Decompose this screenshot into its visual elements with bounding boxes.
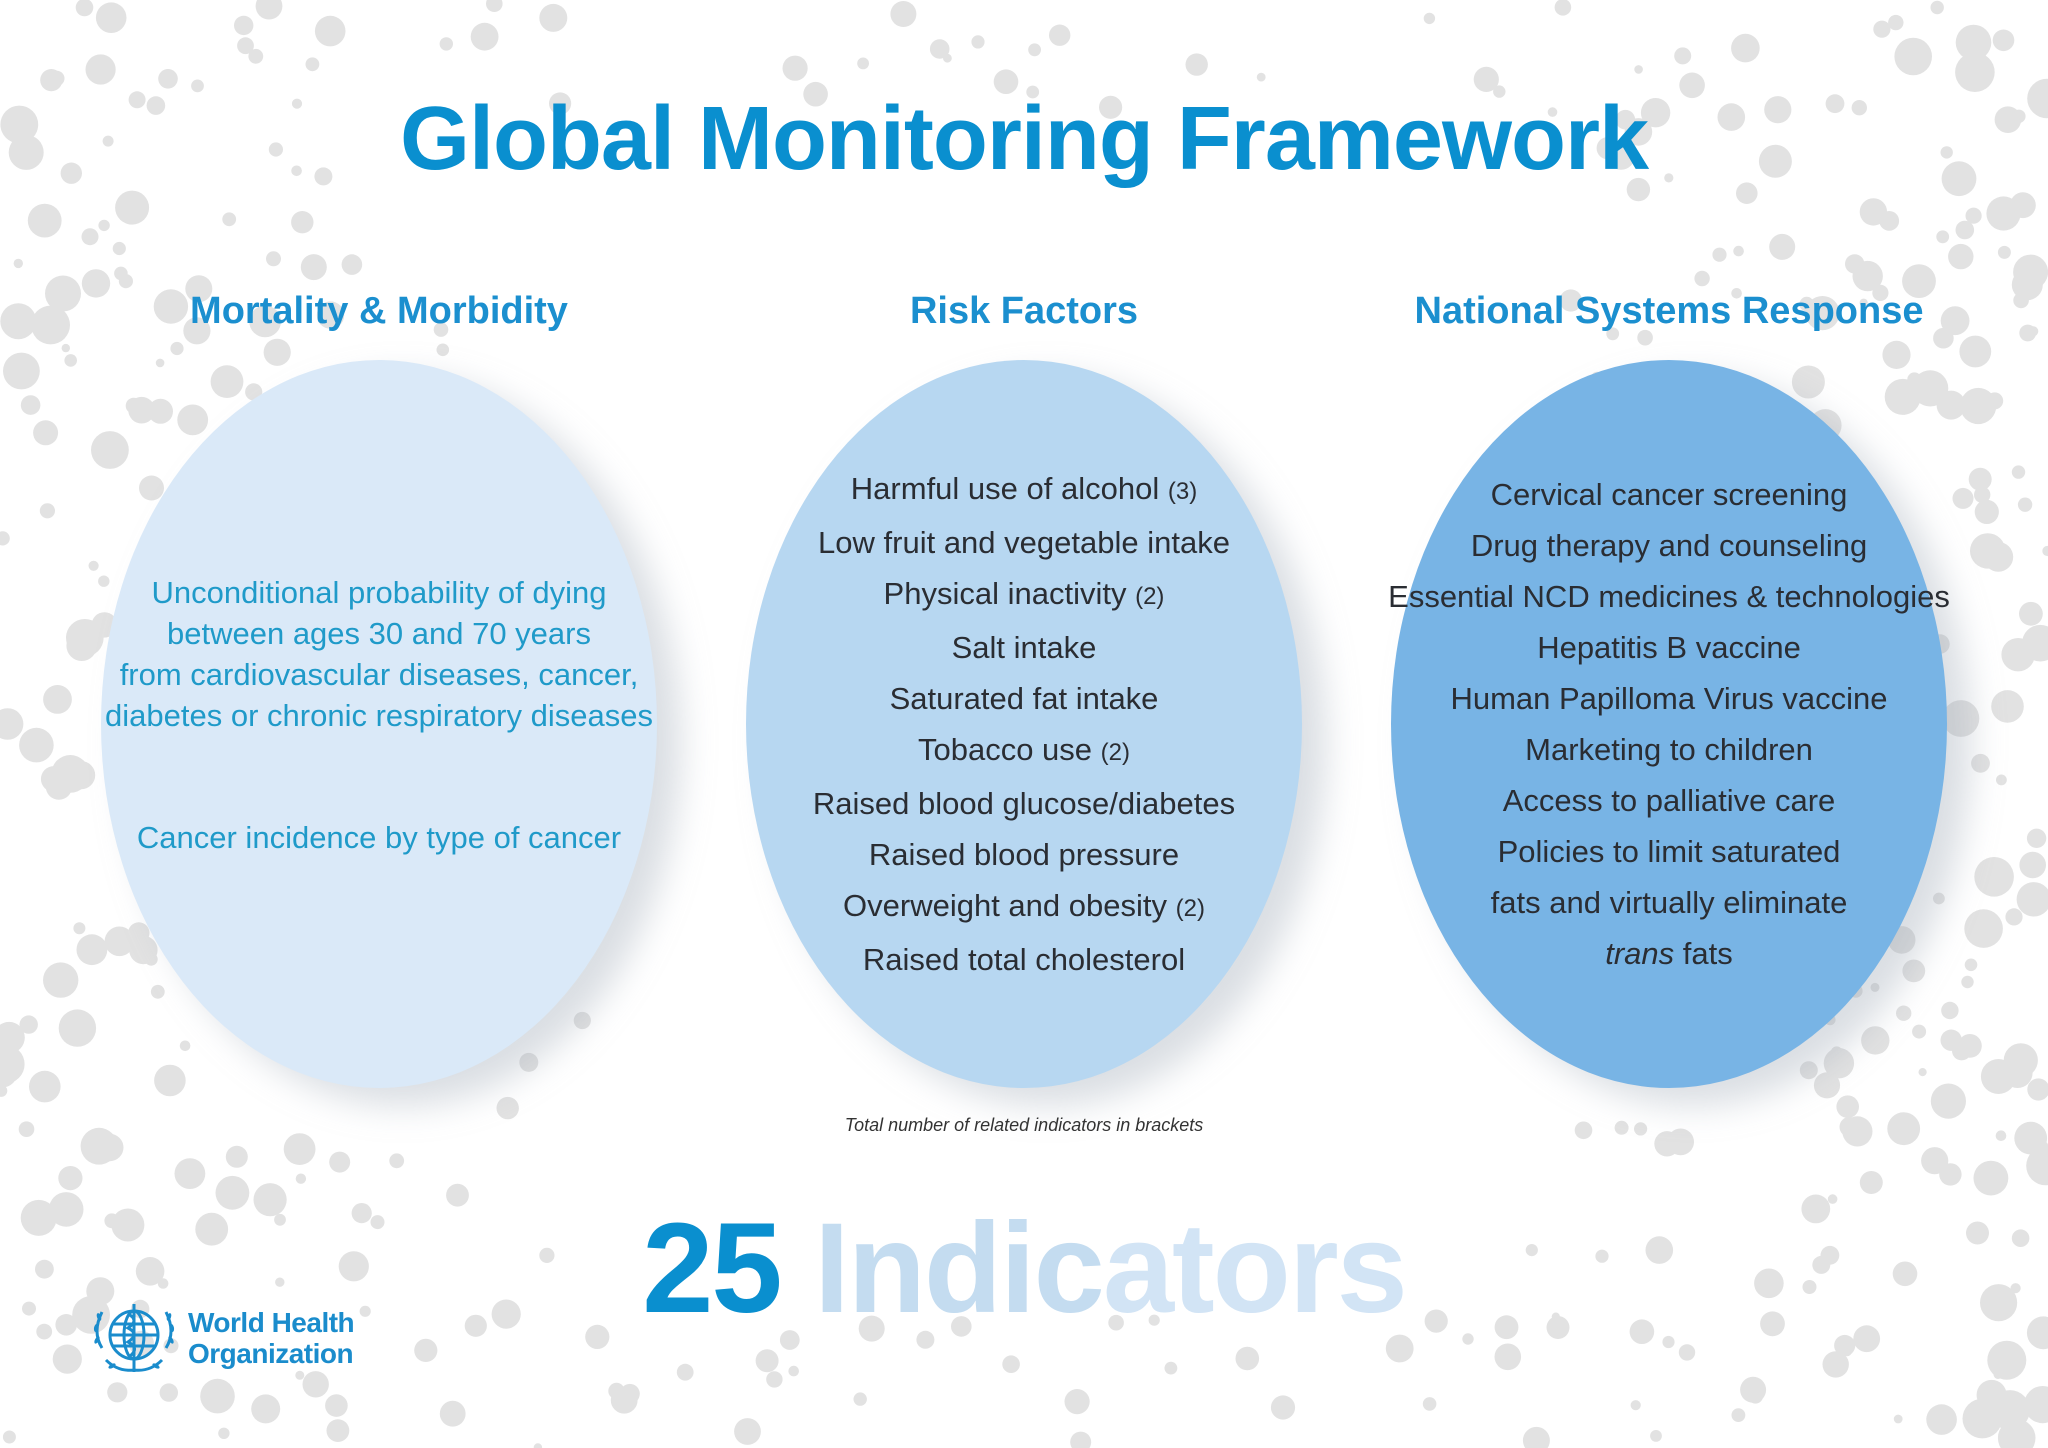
background-dot [170,342,183,355]
background-dot [1926,1414,1935,1423]
background-dot [1740,1377,1766,1403]
column-heading-national-systems: National Systems Response [1414,290,1924,332]
background-dot [486,0,503,12]
background-dot [1952,1041,1971,1060]
background-dot [1974,857,2014,897]
background-dot [1028,43,1041,56]
background-dot [1907,372,1921,386]
footnote: Total number of related indicators in brackets [844,1115,1204,1135]
background-dot [1070,1432,1091,1448]
background-dot [414,1339,437,1362]
background-dot [1937,391,1966,420]
background-dot [1902,960,1925,983]
item-count: (2) [1100,739,1131,766]
background-dot [608,1383,624,1399]
item-count: (3) [1167,478,1198,505]
list-item [1498,826,1841,877]
background-dot [151,985,165,999]
background-dot [1065,1389,1090,1414]
logo-line-1: World Health [188,1307,355,1338]
background-dot [222,212,236,226]
background-dot [58,1166,82,1190]
paragraph-line: between ages 30 and 70 years [167,616,591,651]
background-dot [1257,73,1266,82]
background-dot [1966,208,1982,224]
background-dot [76,0,94,16]
background-dot [3,353,40,390]
background-dot [1894,1415,1903,1424]
background-dot [440,37,453,50]
item-text: Policies to limit saturated [1497,834,1841,869]
background-dot [677,1364,694,1381]
background-dot [234,16,253,35]
background-dot [66,630,97,661]
background-dot [62,344,70,352]
background-dot [62,1358,77,1373]
background-dot [1964,909,2003,948]
item-text: fats [1674,936,1733,971]
list-item [890,673,1159,724]
background-dot [86,54,116,84]
item-text: Harmful use of alcohol [850,471,1160,506]
background-dot [1792,366,1825,399]
background-dot [1912,1025,1926,1039]
background-dot [0,708,23,740]
background-dot [1879,211,1899,231]
background-dot [21,395,41,415]
background-dot [1971,754,1990,773]
background-dot [440,1401,466,1427]
background-dot [154,1065,186,1097]
background-dot [1959,336,1991,368]
background-dot [1931,1,1944,14]
background-dot [854,1392,867,1405]
background-dot [1271,1395,1295,1419]
background-dot [256,0,283,19]
list-item [952,622,1097,673]
background-dot [19,728,54,763]
background-dot [1712,248,1726,262]
background-dot [1860,1171,1883,1194]
background-dot [783,56,808,81]
background-dot [51,755,89,793]
list-item [918,724,1130,778]
background-dot [1931,1084,1966,1119]
background-dot [115,191,149,225]
background-dot [266,251,281,266]
item-text: Marketing to children [1525,732,1813,767]
background-dot [1814,1072,1840,1098]
background-dot [1674,47,1691,64]
background-dot [574,1012,591,1029]
background-dot [766,1371,782,1387]
risk-factors-oval [746,360,1302,1088]
background-dot [1991,690,2024,723]
list-item [843,880,1205,934]
background-dot [1888,15,1903,30]
background-dot [327,1419,350,1442]
list-item [1450,673,1887,724]
background-dot [1955,52,1995,92]
background-dot [1956,221,1975,240]
background-dot [218,1428,229,1439]
background-dot [519,1053,538,1072]
background-dot [1998,246,2011,259]
paragraph-line: Unconditional probability of dying [151,575,607,610]
background-dot [1769,234,1795,260]
background-dot [539,4,567,32]
column-heading-mortality: Mortality & Morbidity [190,290,568,332]
background-dot [1523,1427,1550,1448]
background-dot [264,339,291,366]
background-dot [2005,908,2022,925]
background-dot [107,1382,127,1402]
background-dot [126,398,142,414]
background-dot [175,1158,206,1189]
list-item [1491,877,1848,928]
background-dot [98,220,109,231]
list-item [869,829,1179,880]
background-dot [1993,30,2015,52]
background-dot [1975,500,1999,524]
background-dot [284,1133,316,1165]
background-dot [734,1418,761,1445]
background-dot [156,359,165,368]
paragraph-line: diabetes or chronic respiratory diseases [105,698,653,733]
background-dot [437,344,450,357]
background-dot [29,1071,61,1103]
item-text: Cervical cancer screening [1490,477,1848,512]
mortality-indicator-dying-probability [105,572,653,736]
indicator-count: 25 [642,1197,781,1340]
background-dot [180,1041,191,1052]
background-dot [1634,65,1643,74]
background-dot [1733,246,1744,257]
background-dot [158,69,178,89]
item-text: Hepatitis B vaccine [1537,630,1801,665]
background-dot [251,1394,280,1423]
item-text: Raised total cholesterol [862,942,1186,977]
list-item [1388,571,1950,622]
background-dot [1236,1347,1260,1371]
logo-line-2: Organization [188,1338,354,1369]
background-dot [211,365,244,398]
background-dot [1948,244,1973,269]
background-dot [1424,13,1435,24]
background-dot [2017,882,2048,916]
paragraph-line: Cancer incidence by type of cancer [136,820,622,855]
paragraph-line: from cardiovascular diseases, cancer, [119,657,639,692]
background-dot [1423,1397,1437,1411]
list-item [818,517,1230,568]
background-dot [43,685,72,714]
background-dot [113,242,126,255]
item-text: Salt intake [951,630,1097,665]
background-dot [756,1349,779,1372]
background-dot [1853,261,1883,291]
background-dot [329,1152,350,1173]
background-dot [1165,1362,1178,1375]
background-dot [1965,959,1978,972]
background-dot [291,211,313,233]
background-dot [226,1146,248,1168]
background-dot [788,1366,799,1377]
background-dot [2027,829,2046,848]
background-dot [1953,488,1974,509]
item-text: Physical inactivity [883,576,1127,611]
item-text: Low fruit and vegetable intake [818,525,1230,560]
national-systems-oval [1388,360,1950,1088]
background-dot [2013,255,2048,290]
list-item [884,568,1165,622]
background-dot [1650,1430,1662,1442]
background-dot [1896,1006,1911,1021]
background-dot [471,23,499,51]
background-dot [33,420,58,445]
background-dot [200,1379,235,1414]
background-dot [1961,976,1973,988]
background-dot [1974,487,1990,503]
background-dot [82,228,99,245]
mortality-oval [101,360,657,1088]
background-dot [77,934,108,965]
background-dot [1495,1344,1522,1371]
item-count: (2) [1135,583,1165,610]
background-dot [1631,1400,1641,1410]
background-dot [1861,1026,1889,1054]
background-dot [73,922,85,934]
background-dot [2019,852,2046,879]
background-dot [3,1431,16,1444]
list-item [1525,724,1813,775]
background-dot [1936,230,1949,243]
background-dot [28,204,62,238]
background-dot [91,431,129,469]
background-dot [1983,542,2013,572]
background-dot [1679,1344,1695,1360]
item-text: Raised blood pressure [868,837,1180,872]
background-dot [2042,546,2048,556]
background-dot [1963,1399,2003,1439]
background-dot [160,1383,178,1401]
page-title: Global Monitoring Framework [399,89,1649,189]
background-dot [1899,54,1916,71]
background-dot [177,405,208,436]
indicator-word-part-2: ators [1102,1197,1406,1340]
background-dot [64,354,77,367]
background-dot [1994,1370,2003,1379]
background-dot [1694,271,1709,286]
background-dot [1731,34,1760,63]
mortality-indicator-cancer-incidence [137,817,621,858]
item-text: Tobacco use [917,732,1093,767]
background-dot [315,16,346,47]
background-dot [890,1,916,27]
background-dot [342,254,363,275]
background-dot [1943,700,1980,737]
background-dot [1987,1341,2026,1380]
background-dot [1933,893,1945,905]
indicator-word-part-1: Indic [814,1197,1103,1340]
list-item [863,934,1185,985]
background-dot [1919,1068,1927,1076]
background-dot [1986,196,2020,230]
background-dot [1921,1147,1948,1174]
background-dot [971,35,984,48]
item-italic-text: trans [1605,936,1675,971]
background-dot [1732,1408,1746,1422]
background-dot [2002,1058,2032,1088]
background-dot [930,39,950,59]
background-dot [306,57,320,71]
item-text: Saturated fat intake [889,681,1159,716]
background-dot [2012,465,2025,478]
background-dot [89,561,99,571]
background-dot [2027,1078,2048,1100]
background-dot [114,267,128,281]
item-text: Raised blood glucose/diabetes [812,786,1236,821]
background-dot [1002,1355,1020,1373]
background-dot [40,503,55,518]
background-dot [128,922,149,943]
background-dot [1986,392,2003,409]
background-dot [0,531,10,545]
who-logo [88,1298,354,1378]
item-count: (2) [1175,895,1205,922]
background-dot [325,1394,348,1417]
list-item [1471,520,1867,571]
background-dot [2013,293,2029,309]
background-dot [296,1174,306,1184]
background-dot [301,254,327,280]
background-dot [389,1153,404,1168]
item-text: Drug therapy and counseling [1470,528,1868,563]
background-dot [2028,326,2038,336]
column-heading-risk-factors: Risk Factors [909,290,1139,332]
item-text: Essential NCD medicines & technologies [1388,579,1950,614]
background-dot [1974,1161,2009,1196]
list-item [851,463,1197,517]
list-item [813,778,1235,829]
who-wordmark [188,1307,354,1369]
list-item [1491,469,1848,520]
background-dot [237,37,254,54]
background-dot [1871,983,1880,992]
background-dot [2018,498,2032,512]
background-dot [534,1443,542,1448]
item-text: Access to palliative care [1502,783,1836,818]
background-dot [1186,53,1208,75]
item-text: Overweight and obesity [843,888,1167,923]
who-emblem-icon [88,1298,180,1378]
background-dot [1941,1002,1958,1019]
background-dot [857,58,869,70]
background-dot [1996,775,2007,786]
background-dot [1873,21,1890,38]
item-text: fats and virtually eliminate [1490,885,1848,920]
list-item [1605,928,1733,979]
background-dot [14,259,23,268]
background-dot [2019,602,2043,626]
list-item [1537,622,1801,673]
background-dot [0,303,36,339]
list-item [1503,775,1836,826]
background-dot [96,2,127,33]
background-dot [1555,0,1572,16]
background-dot [49,71,64,86]
background-dot [1882,341,1910,369]
background-dot [1800,1061,1818,1079]
item-text: Human Papilloma Virus vaccine [1450,681,1888,716]
background-dot [145,953,158,966]
background-dot [59,1009,96,1046]
background-dot [20,1015,38,1033]
background-dot [1049,25,1070,46]
background-dot [43,962,78,997]
